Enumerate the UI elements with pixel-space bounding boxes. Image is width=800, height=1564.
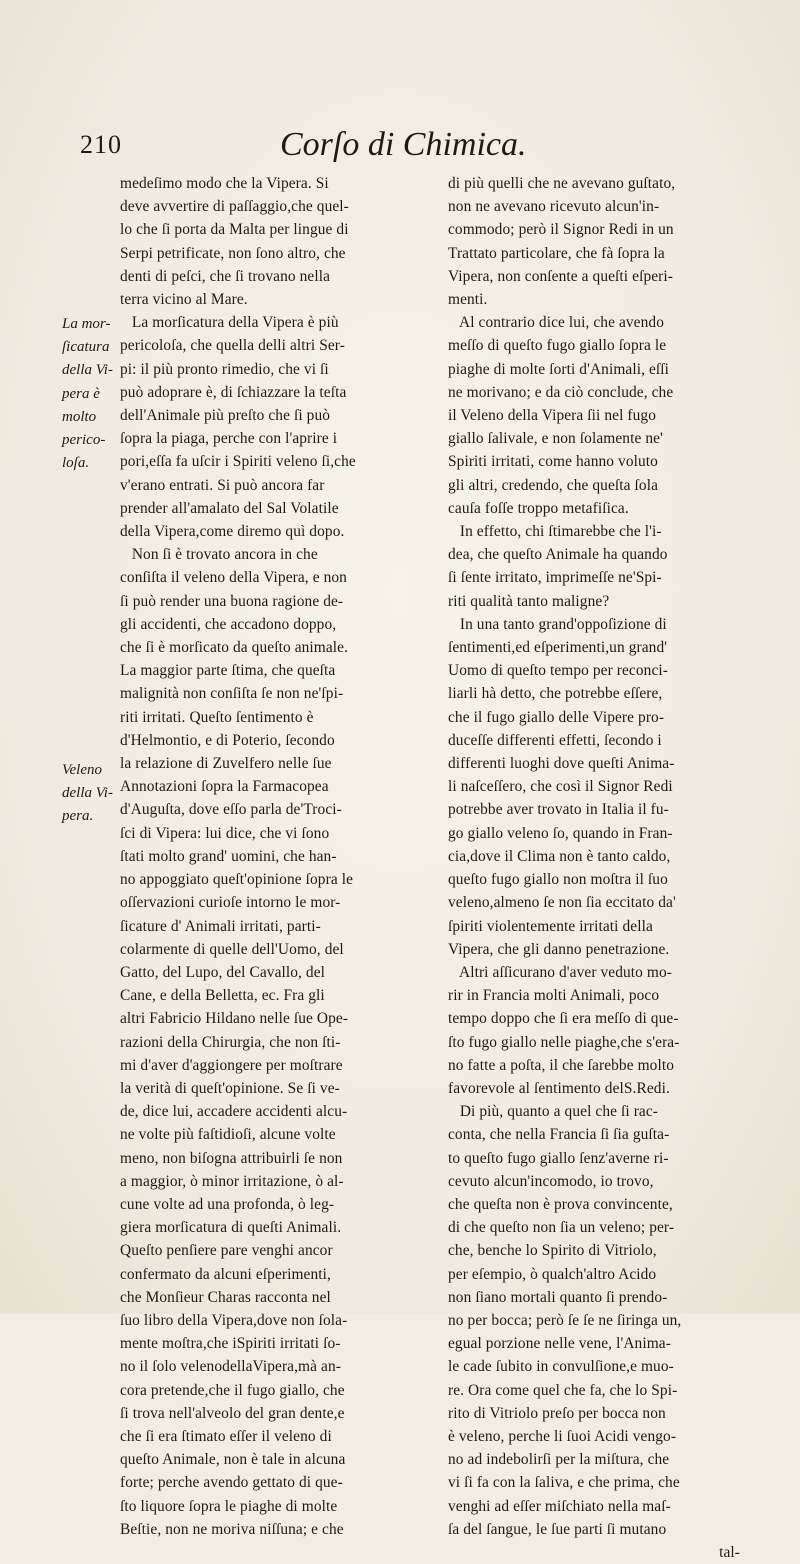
text-line: gli altri, credendo, che queſta ſola (448, 476, 659, 494)
text-line: to queſto fugo giallo ſenz'averne ri- (448, 1149, 669, 1167)
text-line: In effetto, chi ſtimarebbe che l'i- (448, 523, 662, 541)
catchword: tal- (719, 1543, 740, 1561)
text-line: favorevole al ſentimento delS.Redi. (448, 1079, 670, 1097)
text-line: Uomo di queſto tempo per reconci- (448, 662, 668, 680)
text-line: ſa del ſangue, le ſue parti ſi mutano (448, 1520, 667, 1538)
text-line: Cane, e della Belletta, ec. Fra gli (120, 987, 325, 1005)
text-line: ſtati molto grand' uomini, che han- (120, 847, 337, 865)
text-line: queſto Animale, non è tale in alcuna (120, 1451, 346, 1469)
text-line: che, benche lo Spirito di Vitriolo, (448, 1242, 657, 1260)
text-line: cia,dove il Clima non è tanto caldo, (448, 847, 671, 865)
text-line: forte; perche avendo gettato di que- (120, 1474, 343, 1492)
text-line: medeſimo modo che la Vipera. Si (120, 175, 329, 192)
text-line: meno, non biſogna attribuirli ſe non (120, 1149, 343, 1167)
text-line: può adoprare è, di ſchiazzare la teſta (120, 383, 347, 401)
text-line: no per bocca; però ſe ſe ne ſiringa un, (448, 1311, 682, 1329)
text-line: cune volte ad una profonda, ò leg- (120, 1195, 335, 1213)
text-line: gli accidenti, che accadono doppo, (120, 615, 337, 633)
text-line: ſicature d' Animali irritati, parti- (120, 917, 321, 935)
text-line: della Vipera,come diremo quì dopo. (120, 523, 345, 541)
left-text-column (120, 172, 442, 1541)
text-line: giera morſicatura di queſti Animali. (120, 1219, 342, 1237)
text-line: riti irritati. Queſto ſentimento è (120, 708, 314, 726)
text-line: conſiſta il veleno della Vipera, e non (120, 569, 347, 587)
text-line: Vipera, che gli danno penetrazione. (448, 940, 670, 958)
text-line: ne morivano; e da ciò conclude, che (448, 383, 674, 401)
margin-note: Veleno della Vi- pera. (62, 762, 113, 825)
text-line: pericoloſa, che quella delli altri Ser- (120, 337, 345, 355)
margin-note: La mor- ſicatura della Vi- pera è molto perico- loſa. (62, 316, 113, 472)
text-line: no appoggiato queſt'opinione ſopra le (120, 871, 354, 889)
text-line: potrebbe aver trovato in Italia il fu- (448, 801, 669, 819)
text-line: Beſtie, non ne moriva niſſuna; e che (120, 1520, 344, 1538)
text-line: è veleno, perche li ſuoi Acidi vengo- (448, 1427, 677, 1445)
text-line: mente moſtra,che iSpiriti irritati ſo- (120, 1335, 341, 1353)
text-line: a maggior, ò minor irritazione, ò al- (120, 1172, 344, 1190)
text-line: malignità non conſiſta ſe non ne'ſpi- (120, 685, 344, 703)
text-line: rito di Vitriolo preſo per bocca non (448, 1404, 666, 1422)
text-line: non ne avevano ricevuto alcun'in- (448, 198, 660, 216)
text-line: le cade ſubito in convulſione,e muo- (448, 1358, 674, 1376)
text-line: liarli hà detto, che potrebbe eſſere, (448, 685, 663, 703)
text-line: ſi trova nell'alveolo del gran dente,e (120, 1404, 345, 1422)
text-line: Serpi petrificate, non ſono altro, che (120, 244, 346, 262)
text-line: ſpiriti violentemente irritati della (448, 917, 653, 935)
text-line: no ad indebolirſi per la miſtura, che (448, 1451, 670, 1469)
text-line: giallo ſalivale, e non ſolamente ne' (448, 430, 663, 448)
right-text-column (448, 172, 740, 1564)
text-line: ſuo libro della Vipera,dove non ſola- (120, 1311, 348, 1329)
text-line: Queſto penſiere pare venghi ancor (120, 1242, 333, 1260)
text-line: pori,eſſa fa uſcir i Spiriti veleno ſi,che (120, 453, 356, 471)
text-line: dell'Animale più preſto che ſi può (120, 407, 331, 425)
text-line: de, dice lui, accadere accidenti alcu- (120, 1103, 348, 1121)
text-line: commodo; però il Signor Redi in un (448, 221, 674, 239)
text-line: ſopra la piaga, perche con l'aprire i (120, 430, 338, 448)
text-line: duceſſe differenti effetti, ſecondo i (448, 731, 662, 749)
text-line: vi ſi fa con la ſaliva, e che prima, che (448, 1474, 680, 1492)
text-line: lo che ſi porta da Malta per lingue di (120, 221, 349, 239)
text-line: denti di peſci, che ſi trovano nella (120, 267, 331, 285)
text-line: non ſiano mortali quanto ſi prendo- (448, 1288, 668, 1306)
text-line: deve avvertire di paſſaggio,che quel- (120, 198, 349, 216)
text-line: ſto liquore ſopra le piaghe di molte (120, 1497, 338, 1515)
text-line: per eſempio, ò qualch'altro Acido (448, 1265, 657, 1283)
text-line: tempo doppo che ſi era meſſo di que- (448, 1010, 679, 1028)
text-line: re. Ora come quel che fa, che lo Spi- (448, 1381, 678, 1399)
text-line: d'Auguſta, dove eſſo parla de'Troci- (120, 801, 342, 819)
text-line: che ſi era ſtimato eſſer il veleno di (120, 1427, 332, 1445)
text-line: conta, che nella Francia ſi ſia guſta- (448, 1126, 670, 1144)
text-line: che ſi è morſicato da queſto animale. (120, 639, 349, 657)
text-line: dea, che queſto Animale ha quando (448, 546, 668, 564)
text-line: di che queſto non ſia un veleno; per- (448, 1219, 675, 1237)
text-line: venghi ad eſſer miſchiato nella maſ- (448, 1497, 671, 1515)
text-line: ſci di Vipera: lui dice, che vi ſono (120, 824, 330, 842)
text-line: Annotazioni ſopra la Farmacopea (120, 778, 329, 796)
text-line: no fatte a poſta, il che ſarebbe molto (448, 1056, 675, 1074)
text-line: che il fugo giallo delle Vipere pro- (448, 708, 665, 726)
text-line: Gatto, del Lupo, del Cavallo, del (120, 963, 326, 981)
text-line: li naſceſſero, che così il Signor Redi (448, 778, 673, 796)
text-line: differenti luoghi dove queſti Anima- (448, 755, 675, 773)
text-line: cauſa foſſe troppo metafiſica. (448, 499, 629, 517)
text-line: cora pretende,che il fugo giallo, che (120, 1381, 345, 1399)
text-line: mi d'aver d'aggiongere per moſtrare (120, 1056, 343, 1074)
text-line: razioni della Chirurgia, che non ſti- (120, 1033, 341, 1051)
text-line: v'erano entrati. Si può ancora far (120, 476, 325, 494)
text-line: altri Fabricio Hildano nelle ſue Ope- (120, 1010, 349, 1028)
text-line: veleno,almeno ſe non ſia eccitato da' (448, 894, 676, 912)
running-title: Corſo di Chimica. (280, 126, 527, 163)
text-line: pi: il più pronto rimedio, che vi ſi (120, 360, 329, 378)
text-line: In una tanto grand'oppoſizione di (448, 615, 667, 633)
text-line: cevuto alcun'incomodo, io trovo, (448, 1172, 654, 1190)
text-line: ſi può render una buona ragione de- (120, 592, 344, 610)
text-line: Di più, quanto a quel che ſi rac- (448, 1103, 659, 1121)
text-line: la relazione di Zuvelfero nelle ſue (120, 755, 332, 773)
text-line: riti qualità tanto maligne? (448, 592, 610, 610)
text-line: che queſta non è prova convincente, (448, 1195, 673, 1213)
text-line: rir in Francia molti Animali, poco (448, 987, 660, 1005)
text-line: Al contrario dice lui, che avendo (448, 314, 665, 332)
text-line: terra vicino al Mare. (120, 291, 248, 309)
text-line: ſi ſente irritato, imprimeſſe ne'Spi- (448, 569, 662, 587)
text-line: La morſicatura della Vipera è più (120, 314, 339, 332)
text-line: ne volte più faſtidioſi, alcune volte (120, 1126, 336, 1144)
text-line: il Veleno della Vipera ſii nel fugo (448, 407, 657, 425)
page-header (80, 128, 740, 168)
text-line: egual porzione nelle vene, l'Anima- (448, 1335, 671, 1353)
text-line: queſto fugo giallo non moſtra il ſuo (448, 871, 668, 889)
text-line: ſentimenti,ed eſperimenti,un grand' (448, 639, 668, 657)
text-line: Trattato particolare, che fà ſopra la (448, 244, 665, 262)
text-line: oſſervazioni curioſe intorno le mor- (120, 894, 341, 912)
text-line: Non ſi è trovato ancora in che (120, 546, 318, 564)
text-line: che Monſieur Charas racconta nel (120, 1288, 331, 1306)
text-line: no il ſolo velenodellaVipera,mà an- (120, 1358, 341, 1376)
text-line: confermato da alcuni eſperimenti, (120, 1265, 331, 1283)
page-number: 210 (80, 130, 122, 159)
text-line: Spiriti irritati, come hanno voluto (448, 453, 658, 471)
text-line: meſſo di queſto fugo giallo ſopra le (448, 337, 667, 355)
text-line: ſto fugo giallo nelle piaghe,che s'era- (448, 1033, 680, 1051)
text-line: d'Helmontio, e di Poterio, ſecondo (120, 731, 335, 749)
text-line: Altri aſſicurano d'aver veduto mo- (448, 963, 673, 981)
text-line: menti. (448, 291, 488, 309)
text-line: piaghe di molte ſorti d'Animali, eſſi (448, 360, 670, 378)
text-line: di più quelli che ne avevano guſtato, (448, 175, 676, 192)
text-line: prender all'amalato del Sal Volatile (120, 499, 339, 517)
text-line: go giallo veleno ſo, quando in Fran- (448, 824, 673, 842)
text-line: Vipera, non conſente a queſti eſperi- (448, 267, 673, 285)
text-line: La maggior parte ſtima, che queſta (120, 662, 336, 680)
text-line: colarmente di quelle dell'Uomo, del (120, 940, 344, 958)
text-line: la verità di queſt'opinione. Se ſi ve- (120, 1079, 340, 1097)
